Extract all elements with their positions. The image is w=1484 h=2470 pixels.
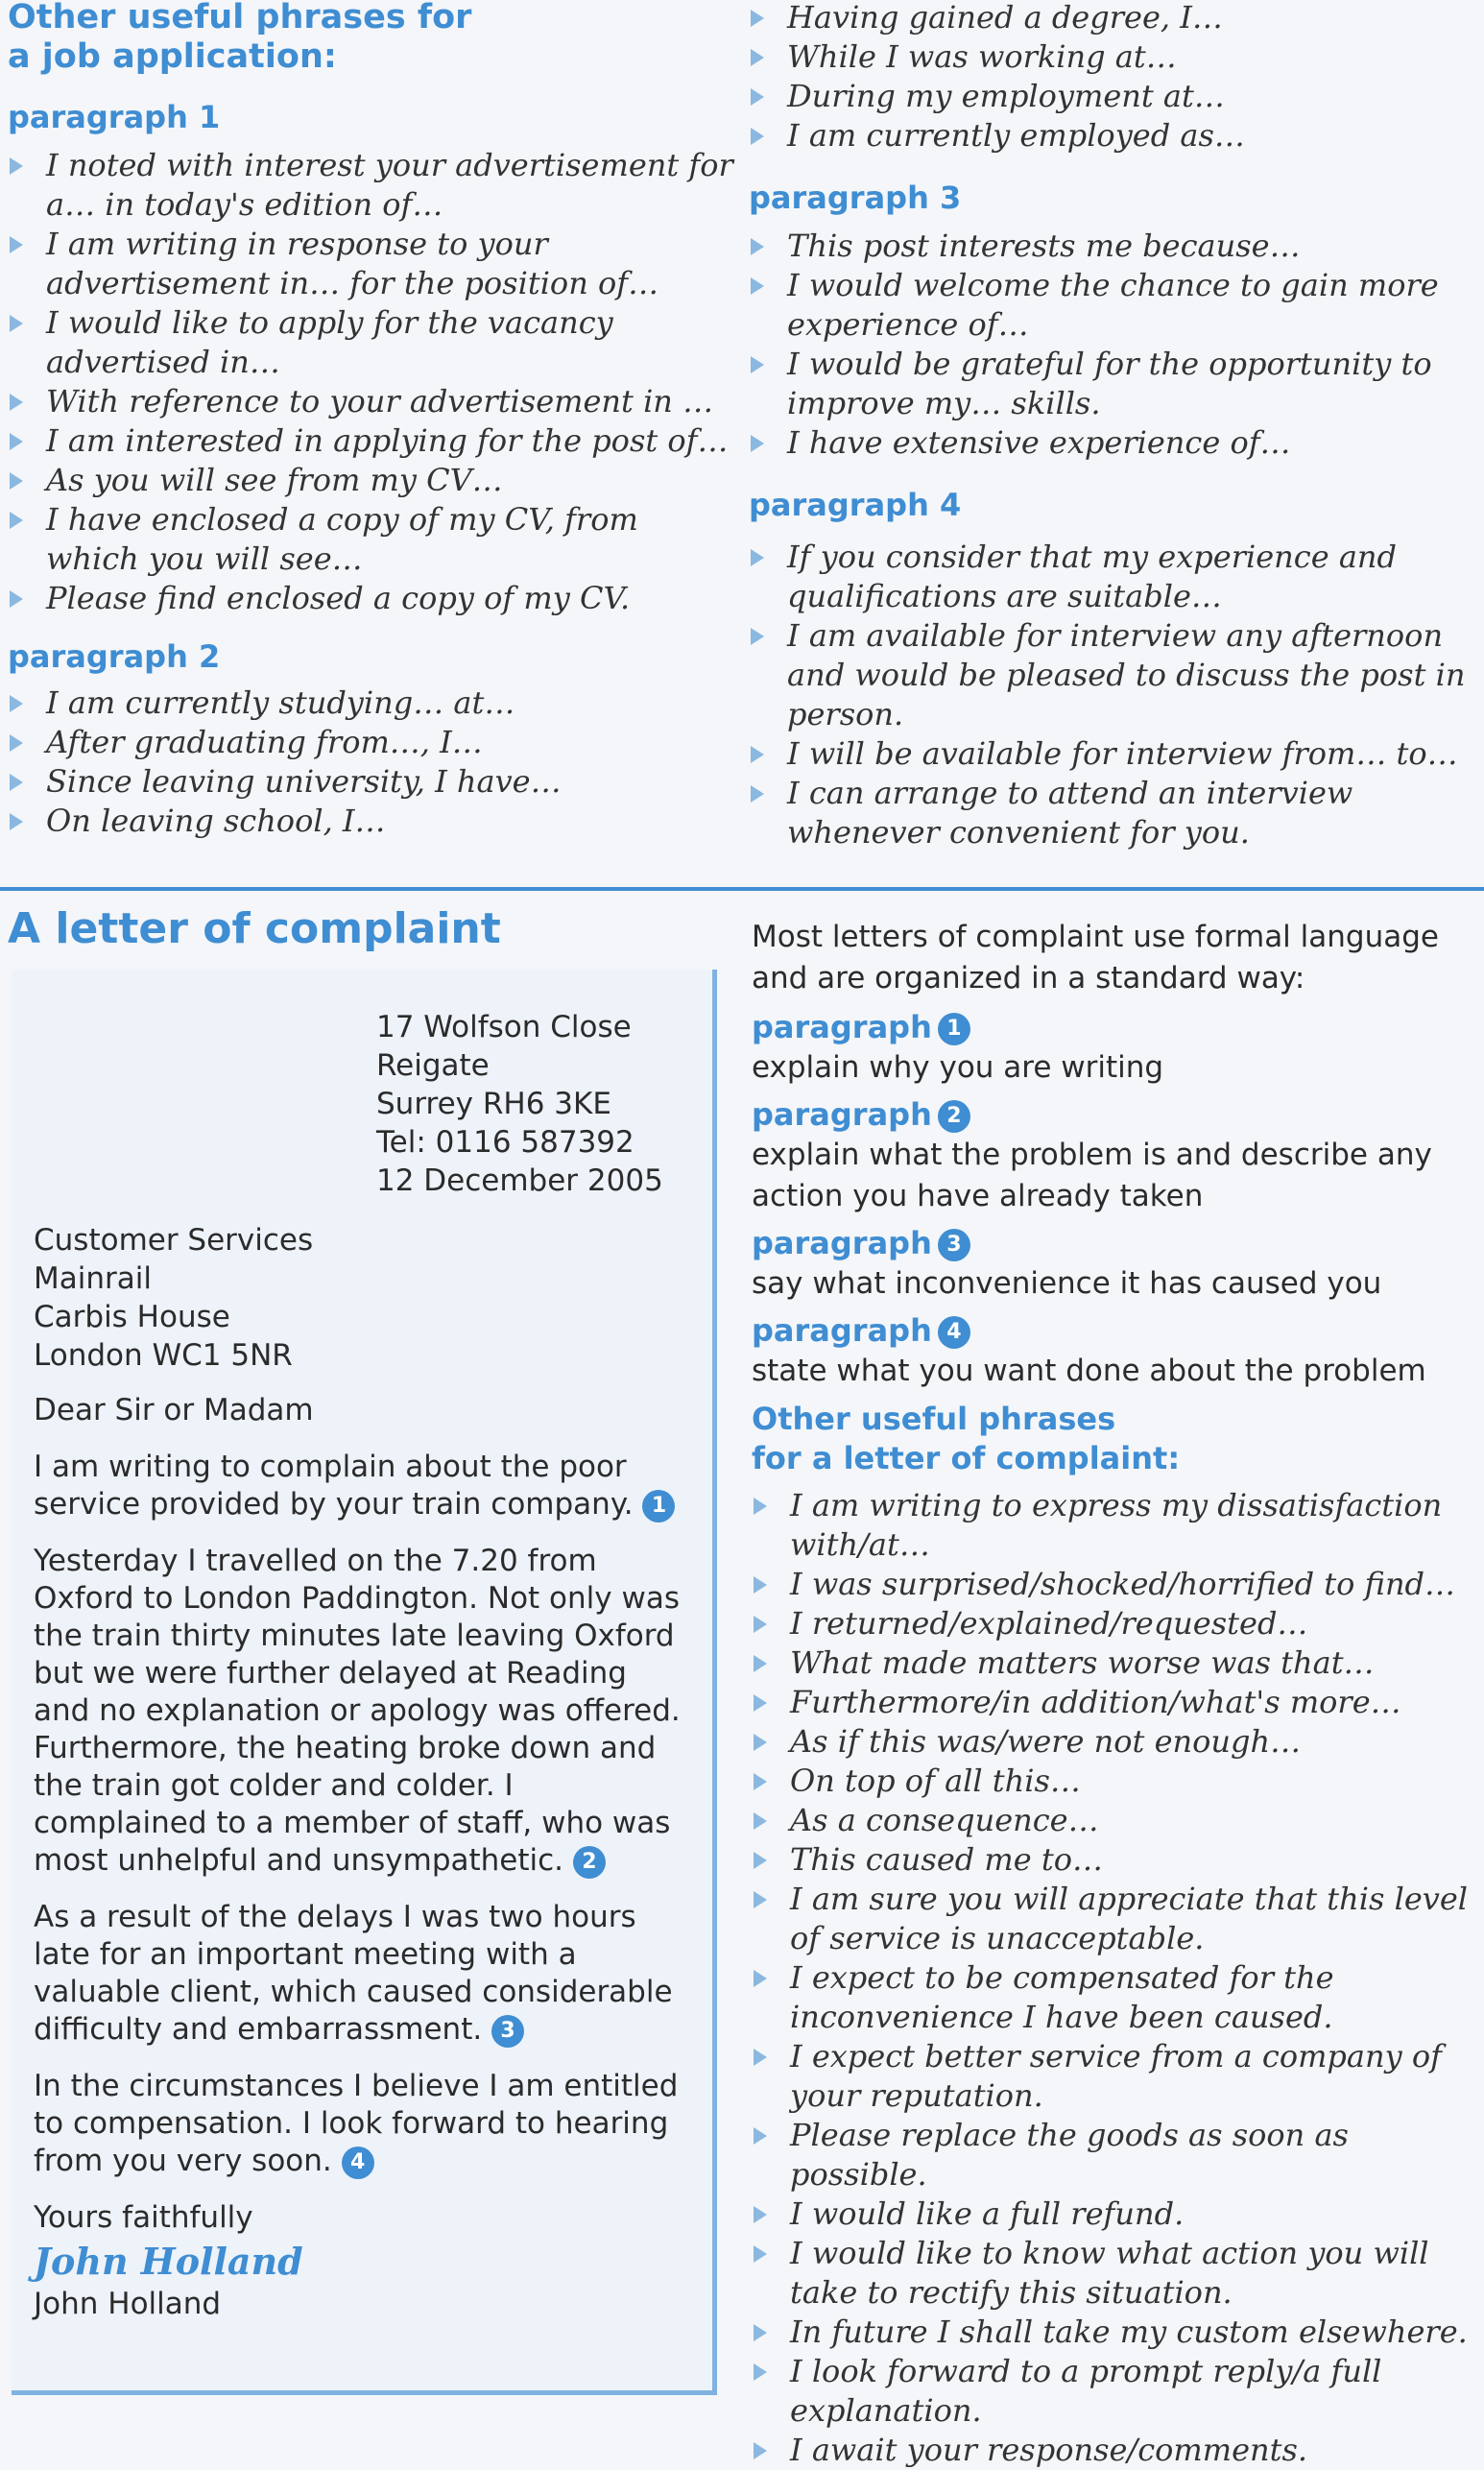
phrase-text: I am available for interview any afternoon and would be pleased to discuss the post in person.	[787, 617, 1466, 732]
recipient-address-line: Carbis House	[34, 1300, 230, 1334]
phrase-item	[752, 1958, 1481, 2037]
job-phrases-right-column	[749, 0, 1469, 852]
bullet-triangle-icon	[10, 695, 23, 712]
paragraph1-heading: paragraph 1	[8, 99, 221, 135]
phrase-item	[749, 616, 1469, 734]
phrase-text: While I was working at…	[787, 38, 1177, 75]
phrase-item	[752, 1880, 1481, 1958]
bullet-triangle-icon	[754, 2363, 767, 2381]
phrase-text: I returned/explained/requested…	[790, 1605, 1308, 1642]
bullet-triangle-icon	[10, 813, 23, 830]
bullet-triangle-icon	[751, 549, 764, 566]
phrase-item	[8, 683, 737, 723]
phrase-text: I would like a full refund.	[790, 2195, 1185, 2232]
structure-item	[752, 1223, 1481, 1305]
bullet-triangle-icon	[754, 1891, 767, 1908]
phrase-item	[8, 579, 737, 618]
phrase-text: I am writing to express my dissatisfaction with/at…	[790, 1487, 1443, 1563]
sender-address-line: Surrey RH6 3KE	[376, 1087, 611, 1121]
phrase-text: During my employment at…	[787, 78, 1225, 114]
closing: Yours faithfully	[34, 2200, 253, 2235]
phrase-text: Please find enclosed a copy of my CV.	[46, 580, 631, 616]
structure-item	[752, 1310, 1481, 1392]
letter-paragraph-2	[34, 1543, 686, 1880]
phrase-item	[8, 421, 737, 461]
phrase-text: This post interests me because…	[787, 228, 1301, 264]
sender-address-line: Reigate	[376, 1048, 490, 1083]
job-phrases-title-line1: Other useful phrases for	[8, 0, 472, 36]
recipient-address	[34, 1221, 313, 1375]
bullet-triangle-icon	[10, 433, 23, 450]
phrase-text: I am interested in applying for the post of…	[46, 422, 729, 459]
bullet-triangle-icon	[751, 356, 764, 373]
paragraph2-phrase-list-left	[8, 683, 737, 841]
paragraph-number-badge: 1	[642, 1490, 675, 1523]
paragraph-number-badge: 4	[938, 1316, 970, 1349]
phrase-item	[8, 146, 737, 225]
phrase-item	[752, 1565, 1481, 1604]
complaint-structure	[752, 1007, 1481, 1392]
phrase-text: I noted with interest your advertisement for a… in today's edition of…	[46, 147, 733, 223]
phrase-text: I would be grateful for the opportunity to improve my… skills.	[787, 346, 1432, 421]
phrase-item	[749, 77, 1469, 116]
letter-paragraph-1	[34, 1449, 686, 1523]
phrase-text: This caused me to…	[790, 1841, 1103, 1878]
phrase-item	[752, 2037, 1481, 2116]
letter-paragraph-text: I am writing to complain about the poor service provided by your train company.	[34, 1450, 634, 1522]
phrase-item	[752, 2352, 1481, 2431]
bullet-triangle-icon	[754, 1655, 767, 1672]
bullet-triangle-icon	[754, 1498, 767, 1515]
complaint-intro: Most letters of complaint use formal language and are organized in a standard way:	[752, 920, 1439, 995]
sender-phone: Tel: 0116 587392	[376, 1125, 634, 1160]
phrase-text: On leaving school, I…	[46, 803, 386, 839]
bullet-triangle-icon	[751, 49, 764, 66]
paragraph-number-badge: 2	[938, 1100, 970, 1133]
letter-paragraph-text: Yesterday I travelled on the 7.20 from Oxford to London Paddington. Not only was the train thirty minutes late leaving Oxford but we were further delayed at Reading and no explanation or apology was offered. Furthermore, the heating broke down and the train got colder and colder. I complained to a member of staff, who was most unhelpful and unsympathetic.	[34, 1544, 681, 1878]
bullet-triangle-icon	[754, 1773, 767, 1790]
sender-address	[376, 1008, 663, 1200]
job-phrases-left-column	[8, 0, 737, 841]
bullet-triangle-icon	[754, 1734, 767, 1751]
phrase-text: I am currently studying… at…	[46, 684, 515, 721]
structure-description: explain what the problem is and describe any action you have already taken	[752, 1138, 1432, 1213]
paragraph4-heading: paragraph 4	[749, 487, 962, 523]
complaint-guidance	[752, 917, 1481, 2470]
complaint-phrases-title	[752, 1400, 1481, 1478]
bullet-triangle-icon	[751, 10, 764, 27]
paragraph-number-badge: 3	[938, 1229, 970, 1261]
structure-heading-text: paragraph	[752, 1009, 932, 1045]
phrase-text: I have extensive experience of…	[787, 424, 1291, 461]
structure-item	[752, 1094, 1481, 1217]
structure-paragraph-heading	[752, 1223, 1481, 1263]
phrase-text: I would like to know what action you will take to rectify this situation.	[790, 2235, 1429, 2311]
bullet-triangle-icon	[751, 628, 764, 645]
job-phrases-title	[8, 0, 737, 77]
section-divider	[0, 887, 1484, 891]
phrase-item	[8, 225, 737, 303]
complaint-letter	[12, 970, 717, 2395]
signature: John Holland	[34, 2240, 303, 2283]
bullet-triangle-icon	[754, 2245, 767, 2263]
phrase-text: I await your response/comments.	[790, 2432, 1308, 2468]
structure-paragraph-heading	[752, 1094, 1481, 1135]
phrase-item	[752, 1840, 1481, 1880]
structure-item	[752, 1007, 1481, 1089]
phrase-text: I would welcome the chance to gain more experience of…	[787, 267, 1439, 343]
phrase-text: I am sure you will appreciate that this level of service is unacceptable.	[790, 1881, 1469, 1956]
bullet-triangle-icon	[754, 1812, 767, 1830]
phrase-text: I can arrange to attend an interview whenever convenient for you.	[787, 775, 1353, 851]
phrase-item	[752, 2431, 1481, 2470]
paragraph3-phrase-list	[749, 227, 1469, 463]
letter-body	[34, 1392, 686, 2323]
bullet-triangle-icon	[10, 315, 23, 332]
bullet-triangle-icon	[751, 88, 764, 106]
bullet-triangle-icon	[751, 746, 764, 763]
bullet-triangle-icon	[751, 785, 764, 803]
paragraph3-heading: paragraph 3	[749, 180, 962, 216]
paragraph-number-badge: 2	[573, 1846, 606, 1879]
phrase-item	[749, 774, 1469, 852]
structure-heading-text: paragraph	[752, 1225, 932, 1261]
phrase-item	[752, 2313, 1481, 2352]
complaint-phrases-title-line2: for a letter of complaint:	[752, 1440, 1181, 1476]
bullet-triangle-icon	[10, 472, 23, 490]
letter-paragraph-text: In the circumstances I believe I am entitled to compensation. I look forward to hearing from you very soon.	[34, 2069, 679, 2178]
phrase-item	[8, 762, 737, 802]
bullet-triangle-icon	[10, 774, 23, 791]
phrase-text: With reference to your advertisement in …	[46, 383, 714, 420]
phrase-text: I was surprised/shocked/horrified to find…	[790, 1566, 1456, 1602]
bullet-triangle-icon	[751, 277, 764, 295]
bullet-triangle-icon	[754, 1694, 767, 1712]
bullet-triangle-icon	[754, 1970, 767, 1987]
bullet-triangle-icon	[10, 734, 23, 752]
phrase-text: After graduating from…, I…	[46, 724, 483, 760]
sender-address-line: 17 Wolfson Close	[376, 1010, 632, 1044]
phrase-item	[8, 303, 737, 382]
phrase-text: I expect better service from a company of your reputation.	[790, 2038, 1442, 2114]
structure-description: explain why you are writing	[752, 1050, 1164, 1085]
recipient-address-line: Customer Services	[34, 1223, 314, 1258]
bullet-triangle-icon	[754, 2127, 767, 2145]
phrase-item	[749, 227, 1469, 266]
phrase-text: In future I shall take my custom elsewhere.	[790, 2314, 1468, 2350]
phrase-item	[8, 723, 737, 762]
salutation: Dear Sir or Madam	[34, 1393, 314, 1427]
bullet-triangle-icon	[751, 238, 764, 255]
bullet-triangle-icon	[754, 2442, 767, 2459]
paragraph1-phrase-list	[8, 146, 737, 618]
phrase-item	[752, 2234, 1481, 2313]
phrase-text: As if this was/were not enough…	[790, 1723, 1302, 1760]
phrase-item	[752, 1762, 1481, 1801]
phrase-text: Furthermore/in addition/what's more…	[790, 1684, 1401, 1720]
complaint-phrases-title-line1: Other useful phrases	[752, 1401, 1116, 1437]
phrase-text: I expect to be compensated for the inconvenience I have been caused.	[790, 1959, 1334, 2035]
phrase-text: I would like to apply for the vacancy advertised in…	[46, 304, 613, 380]
job-phrases-title-line2: a job application:	[8, 37, 337, 76]
phrase-item	[752, 2116, 1481, 2194]
structure-paragraph-heading	[752, 1310, 1481, 1351]
phrase-item	[752, 1722, 1481, 1762]
phrase-text: I have enclosed a copy of my CV, from which you will see…	[46, 501, 638, 577]
phrase-item	[749, 0, 1469, 37]
phrase-item	[749, 423, 1469, 463]
phrase-item	[752, 1604, 1481, 1643]
letter-paragraph-4	[34, 2068, 686, 2180]
structure-paragraph-heading	[752, 1007, 1481, 1047]
structure-description: state what you want done about the problem	[752, 1354, 1426, 1388]
bullet-triangle-icon	[10, 394, 23, 411]
phrase-text: On top of all this…	[790, 1763, 1081, 1799]
bullet-triangle-icon	[751, 128, 764, 145]
letter-paragraph-3	[34, 1899, 686, 2049]
bullet-triangle-icon	[10, 590, 23, 608]
paragraph-number-badge: 4	[342, 2146, 374, 2179]
paragraph-number-badge: 1	[938, 1013, 970, 1045]
bullet-triangle-icon	[754, 2206, 767, 2223]
complaint-letter-title: A letter of complaint	[8, 904, 501, 953]
bullet-triangle-icon	[10, 236, 23, 253]
bullet-triangle-icon	[754, 1616, 767, 1633]
phrase-text: I will be available for interview from… to…	[787, 735, 1458, 772]
paragraph2-heading: paragraph 2	[8, 638, 221, 675]
phrase-text: As a consequence…	[790, 1802, 1099, 1838]
paragraph-number-badge: 3	[491, 2015, 524, 2048]
phrase-text: What made matters worse was that…	[790, 1644, 1375, 1681]
phrase-item	[752, 1643, 1481, 1683]
paragraph4-phrase-list	[749, 538, 1469, 852]
phrase-item	[752, 1486, 1481, 1565]
phrase-item	[8, 461, 737, 500]
phrase-item	[752, 1801, 1481, 1840]
bullet-triangle-icon	[10, 157, 23, 175]
recipient-address-line: Mainrail	[34, 1261, 152, 1296]
phrase-item	[749, 538, 1469, 616]
printed-name: John Holland	[34, 2287, 222, 2321]
phrase-item	[752, 1683, 1481, 1722]
paragraph2-phrase-list-right	[749, 0, 1469, 156]
letter-paragraph-text: As a result of the delays I was two hours late for an important meeting with a valuable client, which caused considerable difficulty and embarrassment.	[34, 1900, 673, 2047]
phrase-text: Since leaving university, I have…	[46, 763, 562, 800]
structure-heading-text: paragraph	[752, 1096, 932, 1133]
phrase-text: As you will see from my CV…	[46, 462, 503, 498]
bullet-triangle-icon	[754, 2049, 767, 2066]
phrase-text: Having gained a degree, I…	[787, 0, 1223, 36]
phrase-item	[749, 116, 1469, 156]
phrase-item	[749, 37, 1469, 77]
letter-date: 12 December 2005	[376, 1163, 663, 1198]
phrase-item	[8, 500, 737, 579]
structure-description: say what inconvenience it has caused you	[752, 1266, 1382, 1301]
phrase-text: If you consider that my experience and qualifications are suitable…	[787, 539, 1397, 614]
phrase-text: Please replace the goods as soon as possible.	[790, 2117, 1349, 2193]
phrase-item	[752, 2194, 1481, 2234]
phrase-text: I am writing in response to your advertisement in… for the position of…	[46, 226, 659, 301]
phrase-item	[749, 266, 1469, 345]
bullet-triangle-icon	[10, 512, 23, 529]
bullet-triangle-icon	[754, 1576, 767, 1594]
phrase-item	[749, 345, 1469, 423]
phrase-text: I look forward to a prompt reply/a full explanation.	[790, 2353, 1382, 2429]
complaint-phrase-list	[752, 1486, 1481, 2470]
phrase-text: I am currently employed as…	[787, 117, 1245, 154]
bullet-triangle-icon	[751, 435, 764, 452]
bullet-triangle-icon	[754, 1852, 767, 1869]
phrase-item	[8, 802, 737, 841]
phrase-item	[8, 382, 737, 421]
structure-heading-text: paragraph	[752, 1312, 932, 1349]
recipient-address-line: London WC1 5NR	[34, 1338, 293, 1373]
phrase-item	[749, 734, 1469, 774]
bullet-triangle-icon	[754, 2324, 767, 2341]
